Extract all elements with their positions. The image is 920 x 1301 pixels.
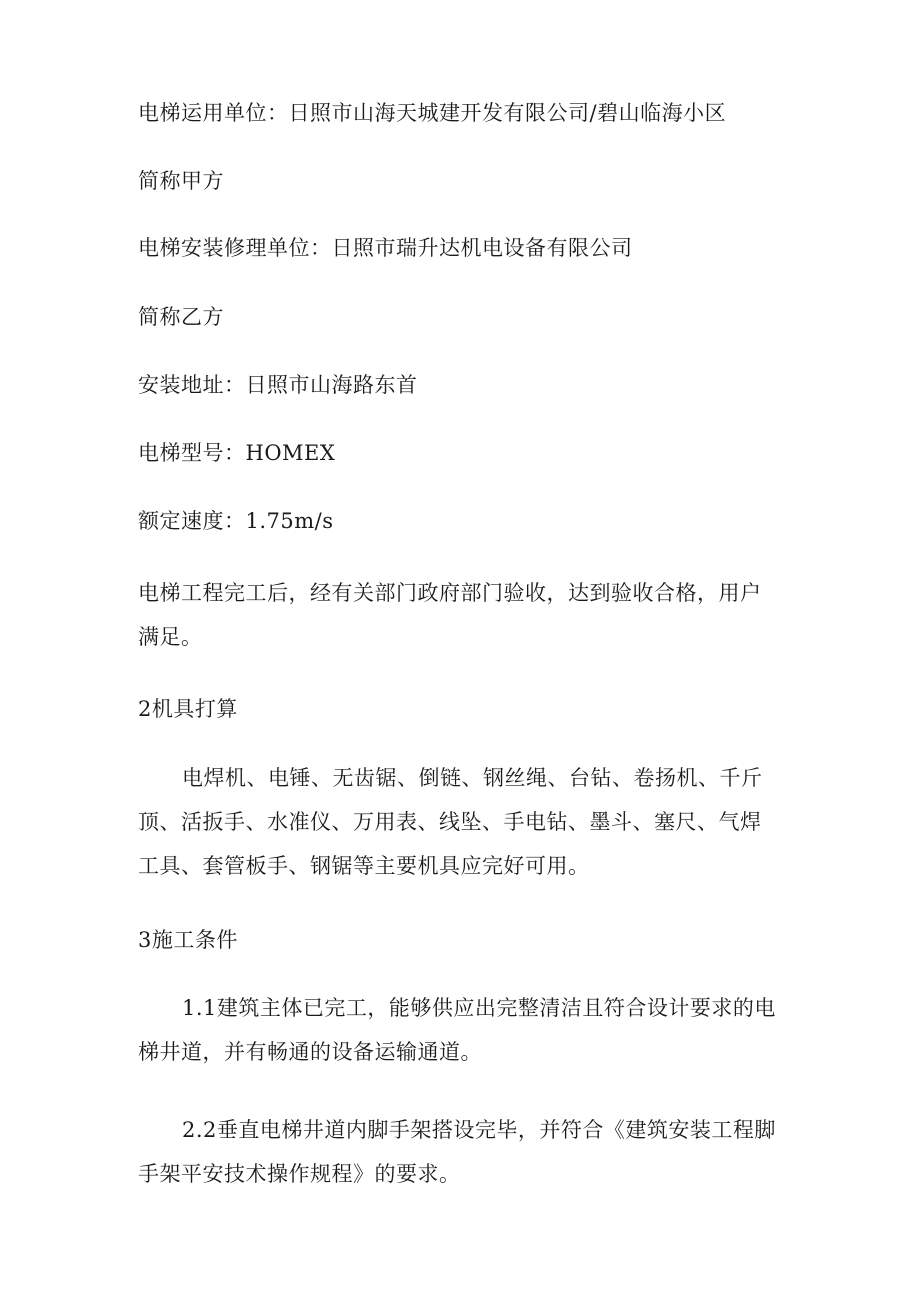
user-unit-line: 电梯运用单位：日照市山海天城建开发有限公司/碧山临海小区 bbox=[138, 101, 727, 125]
speed-line: 额定速度：1.75m/s bbox=[138, 509, 334, 533]
party-b-line: 简称乙方 bbox=[138, 305, 224, 329]
address-line: 安装地址：日照市山海路东首 bbox=[138, 373, 418, 397]
section-3-title: 3施工条件 bbox=[138, 928, 238, 952]
item-1-paragraph: 1.1建筑主体已完工，能够供应出完整清洁且符合设计要求的电梯井道，并有畅通的设备运输通道。 bbox=[138, 996, 776, 1064]
section-2-body: 电焊机、电锤、无齿锯、倒链、钢丝绳、台钻、卷扬机、千斤顶、活扳手、水准仪、万用表、线坠、手电钻、墨斗、塞尺、气焊工具、套管板手、钢锯等主要机具应完好可用。 bbox=[138, 766, 763, 878]
item-2-paragraph: 2.2垂直电梯井道内脚手架搭设完毕，并符合《建筑安装工程脚手架平安技术操作规程》的要求。 bbox=[138, 1118, 776, 1186]
party-a-line: 简称甲方 bbox=[138, 169, 224, 193]
installer-line: 电梯安装修理单位：日照市瑞升达机电设备有限公司 bbox=[138, 236, 633, 260]
model-line: 电梯型号：HOMEX bbox=[138, 441, 336, 465]
section-2-title: 2机具打算 bbox=[138, 697, 238, 721]
completion-paragraph: 电梯工程完工后，经有关部门政府部门验收，达到验收合格，用户满足。 bbox=[138, 581, 762, 649]
